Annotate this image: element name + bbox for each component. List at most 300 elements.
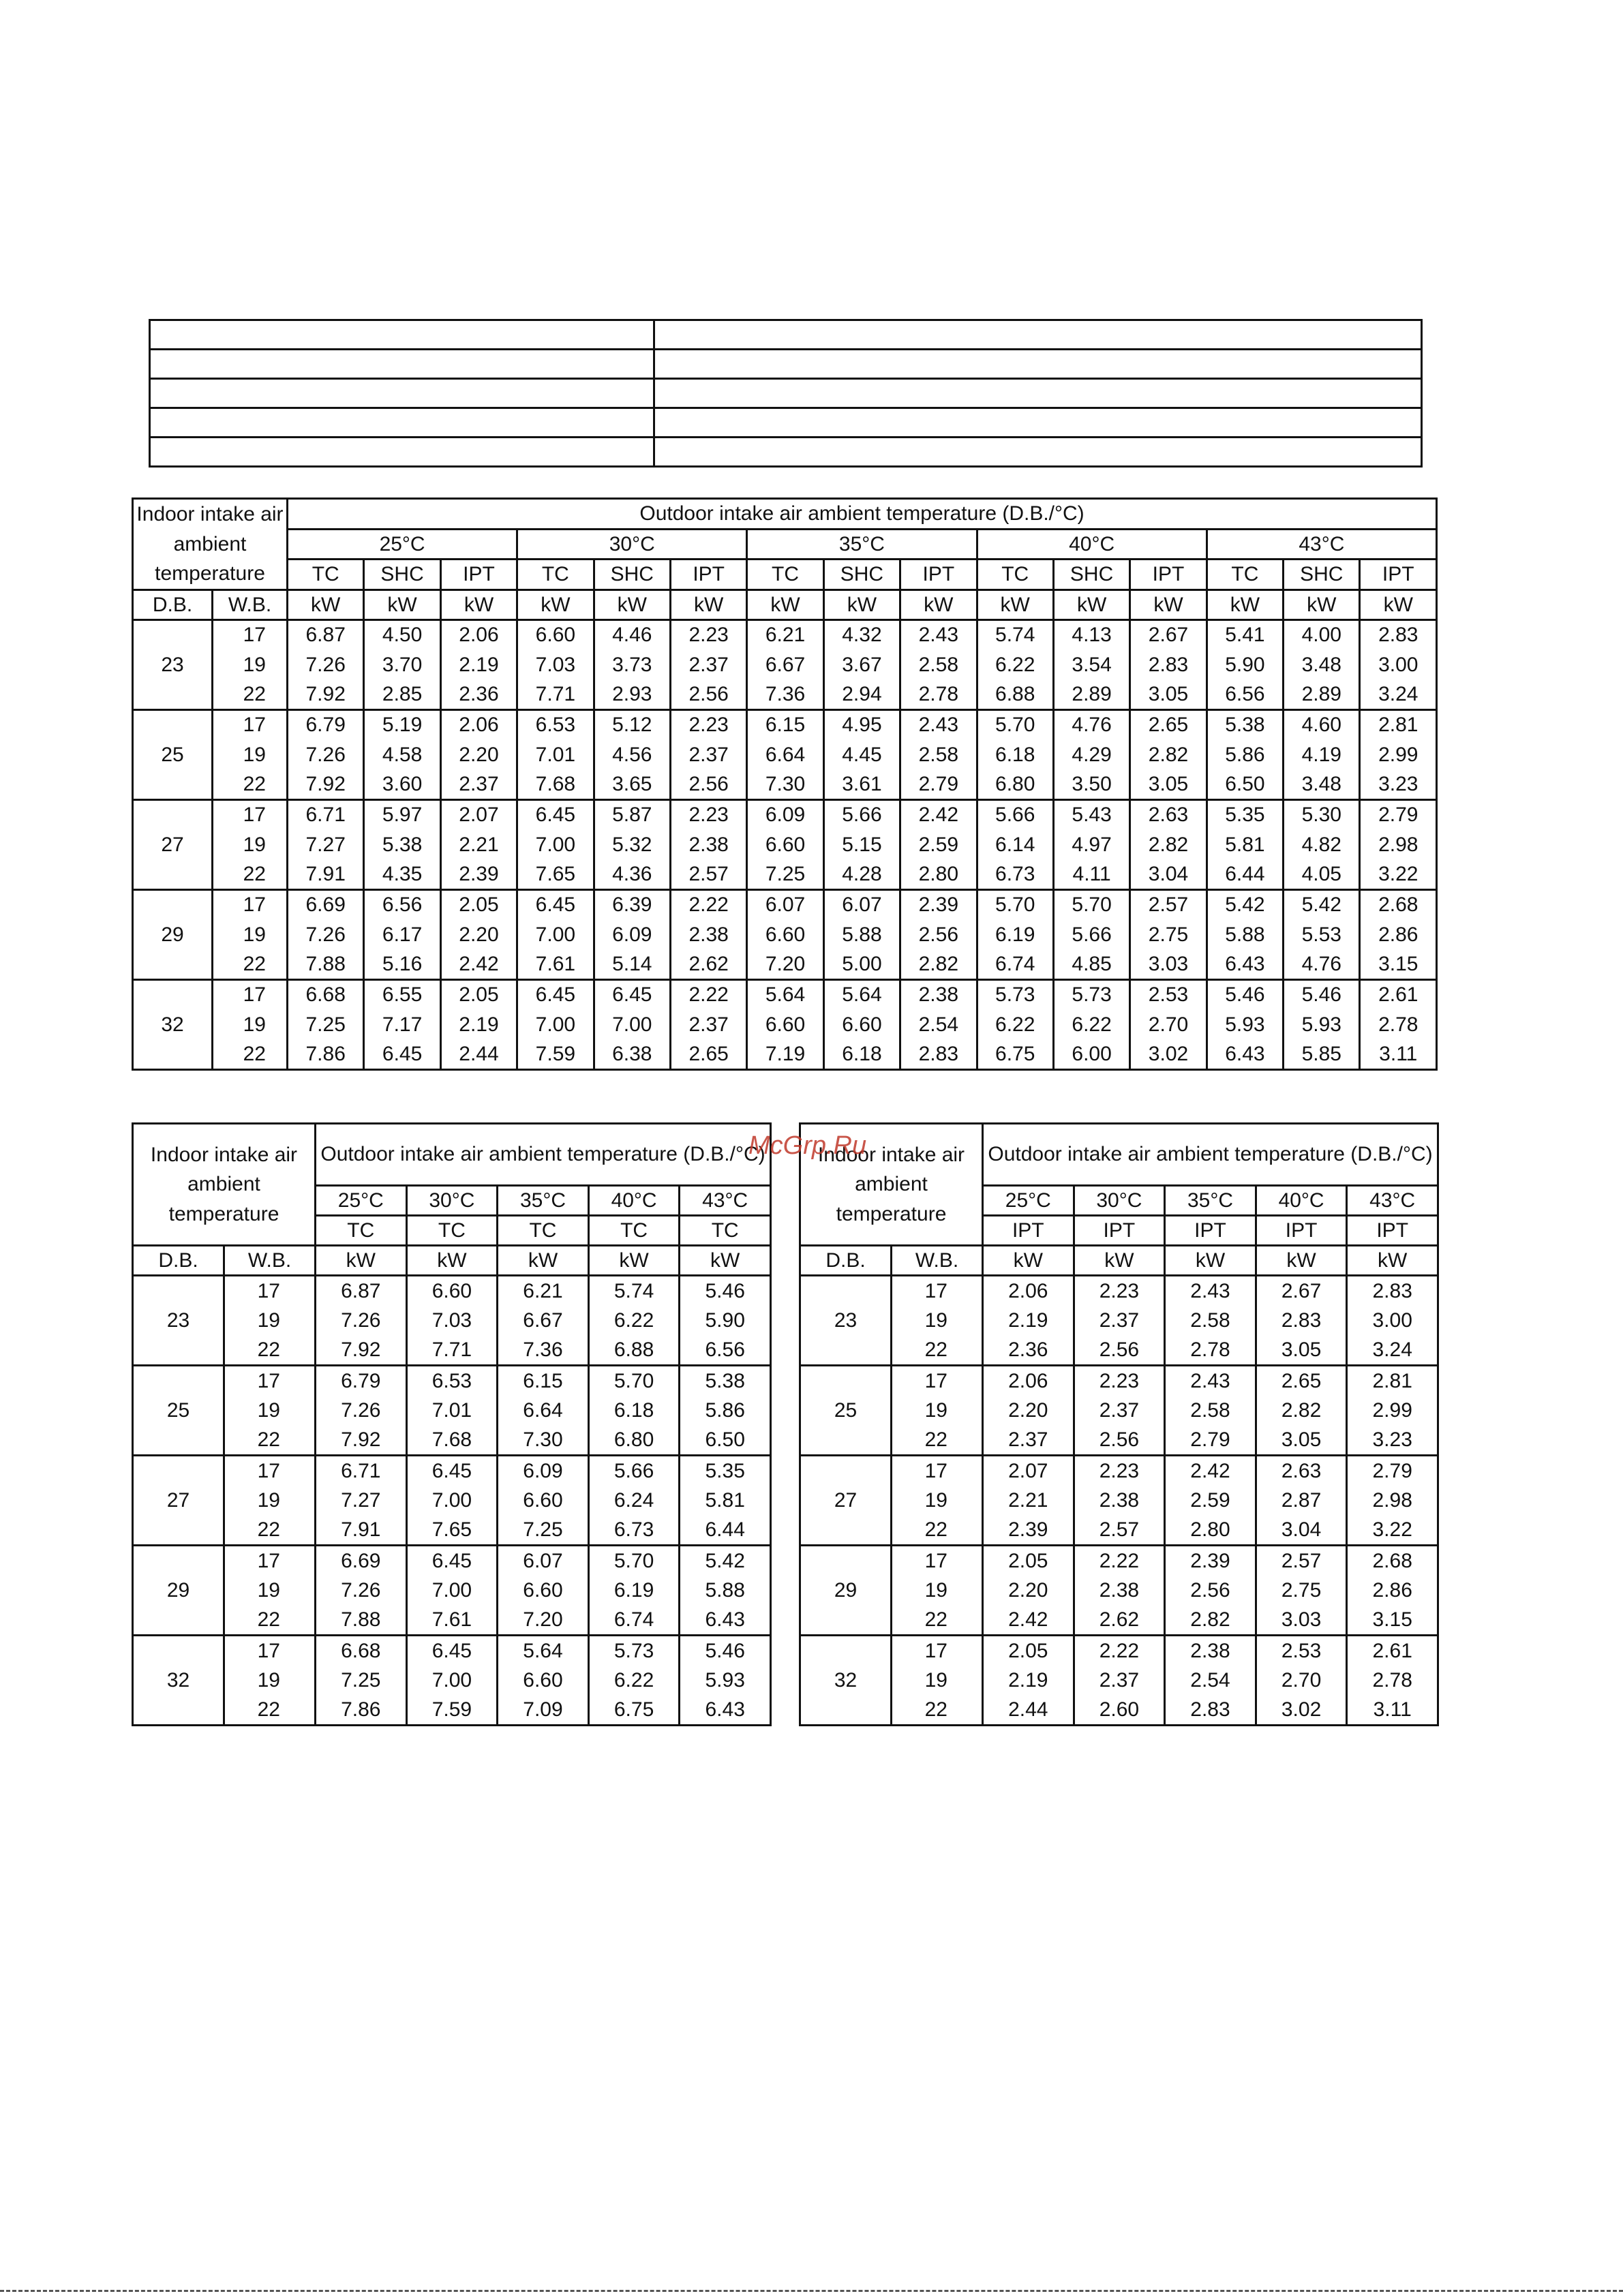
- subcol-header-ipt: IPT: [670, 560, 746, 590]
- data-cell: 7.92: [288, 679, 364, 709]
- outdoor-header: Outdoor intake air ambient temperature (D.B./°C): [316, 1124, 771, 1186]
- data-cell: 2.67: [1130, 619, 1207, 649]
- data-cell: 6.67: [747, 649, 823, 679]
- data-cell: 2.63: [1256, 1456, 1347, 1486]
- data-cell: 2.83: [1256, 1306, 1347, 1336]
- data-cell: 5.64: [747, 979, 823, 1009]
- wb-value: 22: [213, 769, 288, 799]
- db-value: 27: [800, 1456, 892, 1546]
- data-cell: 6.60: [517, 619, 594, 649]
- wb-label: W.B.: [892, 1246, 983, 1276]
- data-cell: 3.22: [1347, 1516, 1438, 1546]
- data-cell: 2.61: [1360, 979, 1437, 1009]
- wb-value: 22: [213, 859, 288, 889]
- data-cell: 7.26: [316, 1396, 407, 1426]
- unit-label: kW: [288, 590, 364, 619]
- data-cell: 2.67: [1256, 1276, 1347, 1306]
- data-cell: 2.36: [440, 679, 517, 709]
- db-value: 25: [133, 709, 213, 799]
- data-cell: 2.56: [670, 769, 746, 799]
- table-row: [800, 1516, 1438, 1546]
- data-cell: 6.45: [594, 979, 670, 1009]
- subcol-header: TC: [406, 1216, 498, 1246]
- data-cell: 5.97: [364, 799, 440, 829]
- data-cell: 5.93: [680, 1666, 771, 1696]
- spec-row: [150, 350, 1422, 379]
- data-cell: 6.60: [498, 1486, 589, 1516]
- subcol-header: TC: [680, 1216, 771, 1246]
- data-cell: 2.37: [1074, 1306, 1165, 1336]
- data-cell: 5.70: [977, 889, 1053, 919]
- table-row: [133, 1306, 771, 1336]
- data-cell: 2.61: [1347, 1636, 1438, 1666]
- table-row: [133, 1426, 771, 1456]
- data-cell: 5.15: [823, 829, 900, 859]
- wb-value: 17: [224, 1456, 316, 1486]
- data-cell: 3.04: [1130, 859, 1207, 889]
- data-cell: 6.09: [594, 919, 670, 949]
- data-cell: 4.05: [1284, 859, 1360, 889]
- spec-cell: [150, 320, 654, 350]
- data-cell: 7.61: [517, 949, 594, 979]
- wb-value: 22: [892, 1336, 983, 1366]
- data-cell: 7.25: [288, 1009, 364, 1039]
- data-cell: 6.87: [288, 619, 364, 649]
- data-cell: 7.36: [498, 1336, 589, 1366]
- data-cell: 2.57: [1074, 1516, 1165, 1546]
- data-cell: 7.86: [316, 1696, 407, 1726]
- data-cell: 7.61: [406, 1606, 498, 1636]
- data-cell: 6.45: [406, 1456, 498, 1486]
- wb-value: 17: [213, 979, 288, 1009]
- data-cell: 2.07: [983, 1456, 1074, 1486]
- spec-table: [149, 319, 1423, 468]
- data-cell: 5.88: [1207, 919, 1283, 949]
- data-cell: 2.86: [1347, 1576, 1438, 1606]
- data-cell: 2.23: [1074, 1456, 1165, 1486]
- spec-cell: [654, 438, 1422, 467]
- data-cell: 2.93: [594, 679, 670, 709]
- data-cell: 2.85: [364, 679, 440, 709]
- data-cell: 2.83: [1130, 649, 1207, 679]
- data-cell: 6.53: [517, 709, 594, 739]
- data-cell: 2.57: [1130, 889, 1207, 919]
- data-cell: 2.53: [1256, 1636, 1347, 1666]
- table-row: [133, 1336, 771, 1366]
- data-cell: 2.68: [1360, 889, 1437, 919]
- data-cell: 6.56: [680, 1336, 771, 1366]
- spec-cell: [150, 350, 654, 379]
- data-cell: 6.43: [680, 1696, 771, 1726]
- data-cell: 2.65: [1130, 709, 1207, 739]
- data-cell: 7.19: [747, 1039, 823, 1069]
- data-cell: 5.73: [1053, 979, 1129, 1009]
- wb-value: 22: [892, 1696, 983, 1726]
- data-cell: 2.80: [900, 859, 977, 889]
- data-cell: 7.88: [288, 949, 364, 979]
- db-label: D.B.: [133, 1246, 224, 1276]
- data-cell: 3.23: [1347, 1426, 1438, 1456]
- wb-value: 22: [224, 1336, 316, 1366]
- data-cell: 5.74: [588, 1276, 680, 1306]
- data-cell: 2.56: [1074, 1336, 1165, 1366]
- data-cell: 2.78: [900, 679, 977, 709]
- data-cell: 6.88: [588, 1336, 680, 1366]
- outdoor-temp-header: 25°C: [316, 1186, 407, 1216]
- data-cell: 2.65: [670, 1039, 746, 1069]
- unit-label: kW: [900, 590, 977, 619]
- table-row: [800, 1606, 1438, 1636]
- data-cell: 3.05: [1256, 1426, 1347, 1456]
- data-cell: 3.05: [1256, 1336, 1347, 1366]
- data-cell: 2.53: [1130, 979, 1207, 1009]
- data-cell: 5.81: [680, 1486, 771, 1516]
- data-cell: 5.88: [680, 1576, 771, 1606]
- wb-value: 22: [213, 679, 288, 709]
- wb-value: 19: [224, 1486, 316, 1516]
- data-cell: 3.50: [1053, 769, 1129, 799]
- db-value: 23: [800, 1276, 892, 1366]
- data-cell: 7.20: [498, 1606, 589, 1636]
- data-cell: 2.78: [1347, 1666, 1438, 1696]
- data-cell: 2.39: [1165, 1546, 1256, 1576]
- spec-cell: [150, 408, 654, 438]
- data-cell: 4.45: [823, 739, 900, 769]
- wb-value: 22: [213, 949, 288, 979]
- unit-label: kW: [1347, 1246, 1438, 1276]
- indoor-header: Indoor intake air ambient temperature: [133, 1124, 316, 1246]
- outdoor-temp-header: 43°C: [1207, 529, 1436, 560]
- data-cell: 3.61: [823, 769, 900, 799]
- data-cell: 2.44: [983, 1696, 1074, 1726]
- spec-cell: [654, 379, 1422, 408]
- db-label: D.B.: [133, 590, 213, 619]
- table-row: [800, 1546, 1438, 1576]
- wb-value: 19: [892, 1486, 983, 1516]
- data-cell: 3.02: [1130, 1039, 1207, 1069]
- data-cell: 2.83: [1360, 619, 1437, 649]
- data-cell: 2.21: [983, 1486, 1074, 1516]
- data-cell: 7.25: [316, 1666, 407, 1696]
- data-cell: 6.67: [498, 1306, 589, 1336]
- data-cell: 5.70: [588, 1366, 680, 1396]
- subcol-header-ipt: IPT: [440, 560, 517, 590]
- data-cell: 7.25: [747, 859, 823, 889]
- data-cell: 2.20: [440, 919, 517, 949]
- subcol-header: TC: [588, 1216, 680, 1246]
- table-row: [800, 1636, 1438, 1666]
- data-cell: 3.23: [1360, 769, 1437, 799]
- data-cell: 7.91: [288, 859, 364, 889]
- data-cell: 6.60: [498, 1666, 589, 1696]
- data-cell: 5.46: [1207, 979, 1283, 1009]
- data-cell: 5.90: [1207, 649, 1283, 679]
- data-cell: 2.19: [983, 1666, 1074, 1696]
- data-cell: 3.03: [1256, 1606, 1347, 1636]
- data-cell: 7.26: [288, 739, 364, 769]
- data-cell: 2.38: [1074, 1576, 1165, 1606]
- data-cell: 7.25: [498, 1516, 589, 1546]
- data-cell: 6.64: [747, 739, 823, 769]
- data-cell: 4.29: [1053, 739, 1129, 769]
- table-row: [133, 709, 1437, 739]
- unit-label: kW: [517, 590, 594, 619]
- data-cell: 6.17: [364, 919, 440, 949]
- data-cell: 2.70: [1256, 1666, 1347, 1696]
- data-cell: 2.43: [1165, 1276, 1256, 1306]
- data-cell: 5.30: [1284, 799, 1360, 829]
- cooling-capacity-table: [132, 498, 1438, 1071]
- wb-value: 19: [224, 1666, 316, 1696]
- data-cell: 3.02: [1256, 1696, 1347, 1726]
- data-cell: 6.07: [823, 889, 900, 919]
- unit-label: kW: [1360, 590, 1437, 619]
- data-cell: 2.23: [1074, 1276, 1165, 1306]
- data-cell: 2.82: [1130, 739, 1207, 769]
- data-cell: 7.68: [406, 1426, 498, 1456]
- unit-label: kW: [1256, 1246, 1347, 1276]
- table-row: [133, 1009, 1437, 1039]
- data-cell: 4.19: [1284, 739, 1360, 769]
- data-cell: 2.37: [1074, 1666, 1165, 1696]
- data-cell: 6.71: [288, 799, 364, 829]
- data-cell: 6.18: [588, 1396, 680, 1426]
- data-cell: 3.48: [1284, 649, 1360, 679]
- data-cell: 2.54: [1165, 1666, 1256, 1696]
- subcol-header: IPT: [1347, 1216, 1438, 1246]
- data-cell: 6.19: [588, 1576, 680, 1606]
- data-cell: 5.64: [498, 1636, 589, 1666]
- data-cell: 4.82: [1284, 829, 1360, 859]
- data-cell: 6.15: [747, 709, 823, 739]
- data-cell: 2.56: [900, 919, 977, 949]
- wb-value: 19: [213, 919, 288, 949]
- data-cell: 6.07: [498, 1546, 589, 1576]
- data-cell: 3.22: [1360, 859, 1437, 889]
- unit-label: kW: [977, 590, 1053, 619]
- wb-value: 22: [224, 1516, 316, 1546]
- data-cell: 2.57: [670, 859, 746, 889]
- data-cell: 5.86: [680, 1396, 771, 1426]
- data-cell: 3.48: [1284, 769, 1360, 799]
- spec-cell: [150, 379, 654, 408]
- table-row: [133, 1366, 771, 1396]
- table-row: [133, 1039, 1437, 1069]
- data-cell: 3.15: [1360, 949, 1437, 979]
- data-cell: 6.73: [977, 859, 1053, 889]
- data-cell: 5.19: [364, 709, 440, 739]
- data-cell: 2.44: [440, 1039, 517, 1069]
- data-cell: 7.26: [288, 649, 364, 679]
- data-cell: 6.60: [823, 1009, 900, 1039]
- data-cell: 3.04: [1256, 1516, 1347, 1546]
- table-row: [133, 889, 1437, 919]
- table-row: [133, 649, 1437, 679]
- unit-label: kW: [406, 1246, 498, 1276]
- data-cell: 4.58: [364, 739, 440, 769]
- table-row: [133, 979, 1437, 1009]
- data-cell: 2.22: [670, 889, 746, 919]
- data-cell: 3.05: [1130, 679, 1207, 709]
- data-cell: 5.12: [594, 709, 670, 739]
- spec-row: [150, 320, 1422, 350]
- wb-value: 17: [892, 1366, 983, 1396]
- data-cell: 2.89: [1053, 679, 1129, 709]
- data-cell: 6.88: [977, 679, 1053, 709]
- data-cell: 7.88: [316, 1606, 407, 1636]
- table-row: [800, 1276, 1438, 1306]
- data-cell: 7.30: [747, 769, 823, 799]
- table-row: [800, 1336, 1438, 1366]
- wb-value: 17: [892, 1456, 983, 1486]
- data-cell: 6.07: [747, 889, 823, 919]
- db-value: 29: [133, 1546, 224, 1636]
- data-cell: 6.45: [364, 1039, 440, 1069]
- unit-label: kW: [1207, 590, 1283, 619]
- data-cell: 5.46: [680, 1636, 771, 1666]
- data-cell: 6.22: [977, 649, 1053, 679]
- db-value: 23: [133, 1276, 224, 1366]
- data-cell: 2.58: [1165, 1396, 1256, 1426]
- wb-value: 17: [224, 1276, 316, 1306]
- data-cell: 7.92: [288, 769, 364, 799]
- data-cell: 5.70: [588, 1546, 680, 1576]
- spec-row: [150, 408, 1422, 438]
- data-cell: 2.38: [670, 919, 746, 949]
- table-row: [133, 949, 1437, 979]
- data-cell: 2.20: [440, 739, 517, 769]
- data-cell: 3.54: [1053, 649, 1129, 679]
- data-cell: 6.71: [316, 1456, 407, 1486]
- table-row: [133, 1636, 771, 1666]
- data-cell: 2.89: [1284, 679, 1360, 709]
- data-cell: 2.06: [440, 619, 517, 649]
- data-cell: 7.92: [316, 1336, 407, 1366]
- data-cell: 6.68: [316, 1636, 407, 1666]
- db-label: D.B.: [800, 1246, 892, 1276]
- data-cell: 4.13: [1053, 619, 1129, 649]
- data-cell: 7.01: [517, 739, 594, 769]
- table-row: [133, 1606, 771, 1636]
- subcol-header-tc: TC: [288, 560, 364, 590]
- data-cell: 2.68: [1347, 1546, 1438, 1576]
- data-cell: 3.05: [1130, 769, 1207, 799]
- data-cell: 3.70: [364, 649, 440, 679]
- data-cell: 7.01: [406, 1396, 498, 1426]
- data-cell: 6.39: [594, 889, 670, 919]
- data-cell: 2.05: [440, 979, 517, 1009]
- data-cell: 2.59: [1165, 1486, 1256, 1516]
- subcol-header-ipt: IPT: [900, 560, 977, 590]
- wb-value: 17: [224, 1546, 316, 1576]
- spec-cell: [654, 408, 1422, 438]
- data-cell: 5.35: [1207, 799, 1283, 829]
- data-cell: 6.60: [747, 1009, 823, 1039]
- data-cell: 2.57: [1256, 1546, 1347, 1576]
- spec-cell: [654, 350, 1422, 379]
- data-cell: 7.09: [498, 1696, 589, 1726]
- wb-value: 22: [224, 1606, 316, 1636]
- wb-value: 19: [224, 1306, 316, 1336]
- data-cell: 5.35: [680, 1456, 771, 1486]
- data-cell: 3.11: [1360, 1039, 1437, 1069]
- data-cell: 2.39: [440, 859, 517, 889]
- data-cell: 2.38: [1074, 1486, 1165, 1516]
- data-cell: 6.68: [288, 979, 364, 1009]
- outdoor-temp-header: 40°C: [1256, 1186, 1347, 1216]
- table-row: [133, 769, 1437, 799]
- db-value: 25: [133, 1366, 224, 1456]
- data-cell: 5.66: [977, 799, 1053, 829]
- data-cell: 2.79: [900, 769, 977, 799]
- data-cell: 2.19: [440, 1009, 517, 1039]
- data-cell: 5.66: [823, 799, 900, 829]
- data-cell: 5.73: [588, 1636, 680, 1666]
- wb-value: 17: [213, 619, 288, 649]
- data-cell: 6.18: [823, 1039, 900, 1069]
- data-cell: 5.86: [1207, 739, 1283, 769]
- data-cell: 3.67: [823, 649, 900, 679]
- wb-value: 19: [213, 829, 288, 859]
- data-cell: 3.15: [1347, 1606, 1438, 1636]
- data-cell: 6.44: [680, 1516, 771, 1546]
- data-cell: 4.11: [1053, 859, 1129, 889]
- data-cell: 6.21: [747, 619, 823, 649]
- wb-value: 17: [892, 1636, 983, 1666]
- subcol-header-tc: TC: [1207, 560, 1283, 590]
- data-cell: 2.05: [440, 889, 517, 919]
- data-cell: 2.82: [900, 949, 977, 979]
- data-cell: 2.37: [670, 1009, 746, 1039]
- data-cell: 6.79: [288, 709, 364, 739]
- data-cell: 6.15: [498, 1366, 589, 1396]
- data-cell: 5.81: [1207, 829, 1283, 859]
- wb-value: 22: [892, 1516, 983, 1546]
- data-cell: 4.35: [364, 859, 440, 889]
- data-cell: 6.73: [588, 1516, 680, 1546]
- data-cell: 2.60: [1074, 1696, 1165, 1726]
- data-cell: 2.81: [1347, 1366, 1438, 1396]
- data-cell: 7.91: [316, 1516, 407, 1546]
- data-cell: 2.05: [983, 1546, 1074, 1576]
- data-cell: 7.03: [517, 649, 594, 679]
- unit-label: kW: [316, 1246, 407, 1276]
- data-cell: 4.60: [1284, 709, 1360, 739]
- table-row: [133, 1546, 771, 1576]
- data-cell: 2.79: [1347, 1456, 1438, 1486]
- outdoor-temp-header: 25°C: [288, 529, 517, 560]
- data-cell: 7.00: [517, 1009, 594, 1039]
- outdoor-temp-header: 35°C: [747, 529, 977, 560]
- watermark: McGrp.Ru: [748, 1131, 867, 1160]
- data-cell: 7.59: [517, 1039, 594, 1069]
- data-cell: 5.73: [977, 979, 1053, 1009]
- data-cell: 2.83: [1347, 1276, 1438, 1306]
- spec-row: [150, 438, 1422, 467]
- data-cell: 6.80: [977, 769, 1053, 799]
- db-value: 23: [133, 619, 213, 709]
- data-cell: 5.64: [823, 979, 900, 1009]
- data-cell: 7.71: [406, 1336, 498, 1366]
- data-cell: 2.99: [1347, 1396, 1438, 1426]
- data-cell: 6.14: [977, 829, 1053, 859]
- data-cell: 2.39: [900, 889, 977, 919]
- data-cell: 6.09: [498, 1456, 589, 1486]
- page-bottom-rule: [0, 2290, 1623, 2292]
- db-value: 32: [133, 979, 213, 1069]
- table-row: [133, 1456, 771, 1486]
- wb-value: 19: [224, 1576, 316, 1606]
